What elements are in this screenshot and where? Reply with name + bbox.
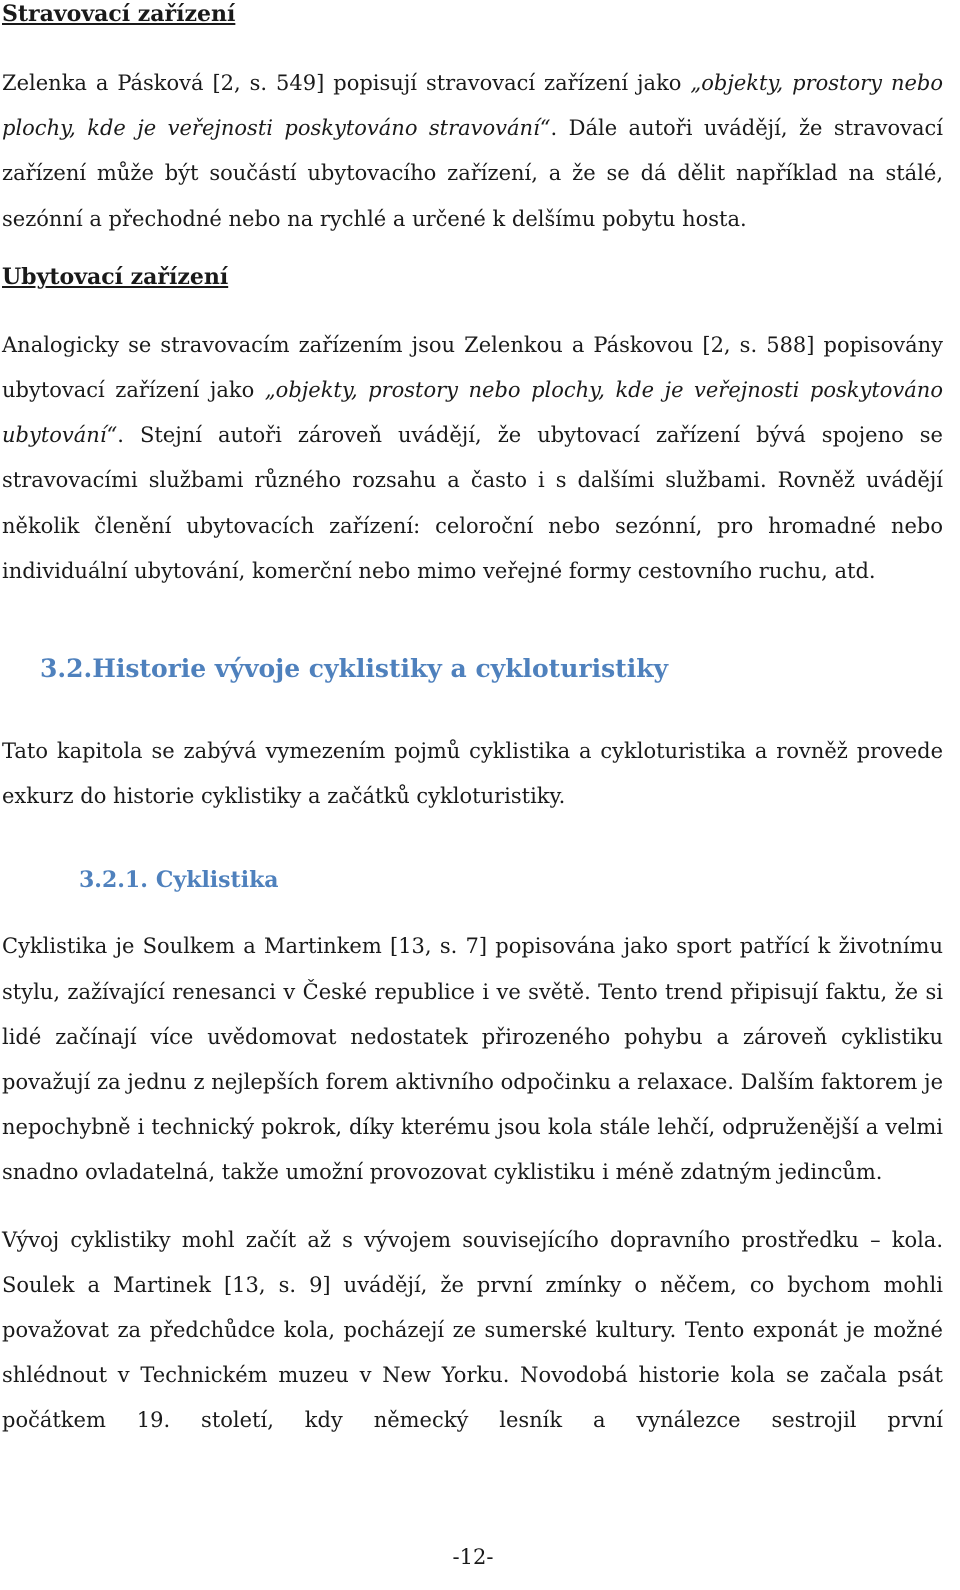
section-title: Historie vývoje cyklistiky a cykloturistiky — [92, 654, 669, 684]
quote-text: „objekty, prostory nebo plochy, kde je veřejnosti poskytováno stravování“ — [2, 71, 944, 141]
paragraph-text: . Stejní autoři zároveň uvádějí, že ubytovací zařízení bývá spojeno se stravovacími službami různého rozsahu a často i s dalšími službami. Rovněž uvádějí několik členění ubytovacích zařízení: celoroční nebo sezónní, pro hromadné nebo individuální ubytování, komerční nebo mimo veřejné formy cestovního ruchu, atd. — [2, 423, 943, 583]
paragraph-stravovaci-zarizeni — [2, 61, 943, 242]
paragraph-cyklistika-2: Vývoj cyklistiky mohl začít až s vývojem souvisejícího dopravního prostředku – kola. Soulek a Martinek [13, s. 9] uvádějí, že první zmínky o něčem, co bychom mohli považovat za předchůdce kola, pocházejí ze sumerské kultury. Tento exponát je možné shlédnout v Technickém muzeu v New Yorku. Novodobá historie kola se začala psát počátkem 19. století, kdy německý lesník a vynálezce sestrojil první — [2, 1227, 943, 1433]
subsection-title: Cyklistika — [155, 867, 279, 894]
section-number: 3.2. — [40, 654, 93, 684]
paragraph-ubytovaci-zarizeni — [2, 323, 943, 594]
subheading-stravovaci-zarizeni: Stravovací zařízení — [2, 1, 236, 27]
paragraph-text: . Dále autoři uvádějí, že stravovací zařízení může být součástí ubytovacího zařízení, a že se dá dělit například na stálé, sezónní a přechodné nebo na rychlé a určené k delšímu pobytu hosta. — [2, 116, 943, 231]
document-page — [2, 0, 943, 1444]
subsection-number: 3.2.1. — [79, 867, 148, 894]
paragraph-text: Analogicky se stravovacím zařízením jsou Zelenkou a Páskovou [2, s. 588] popisovány ubytovací zařízení jako — [2, 332, 943, 403]
paragraph-text: Zelenka a Pásková [2, s. 549] popisují stravovací zařízení jako — [2, 71, 691, 95]
quote-text: „objekty, prostory nebo plochy, kde je veřejnosti poskytováno ubytování“ — [2, 378, 943, 448]
section-heading-historie — [2, 653, 943, 685]
paragraph-historie: Tato kapitola se zabývá vymezením pojmů cyklistika a cykloturistika a rovněž provede exkurz do historie cyklistiky a začátků cykloturistiky. — [2, 739, 943, 809]
page-number: -12- — [452, 1545, 494, 1569]
subsection-heading-cyklistika — [2, 866, 943, 894]
paragraph-cyklistika-1: Cyklistika je Soulkem a Martinkem [13, s. 7] popisována jako sport patřící k životnímu stylu, zažívající renesanci v České republice i ve světě. Tento trend připisují faktu, že si lidé začínají více uvědomovat nedostatek přirozeného pohybu a zároveň cyklistiku považují za jednu z nejlepších forem aktivního odpočinku a relaxace. Dalším faktorem je nepochybně i technický pokrok, díky kterému jsou kola stále lehčí, odpruženější a velmi snadno ovladatelná, takže umožní provozovat cyklistiku i méně zdatným jedincům. — [2, 934, 943, 1185]
subheading-ubytovaci-zarizeni: Ubytovací zařízení — [2, 263, 229, 290]
